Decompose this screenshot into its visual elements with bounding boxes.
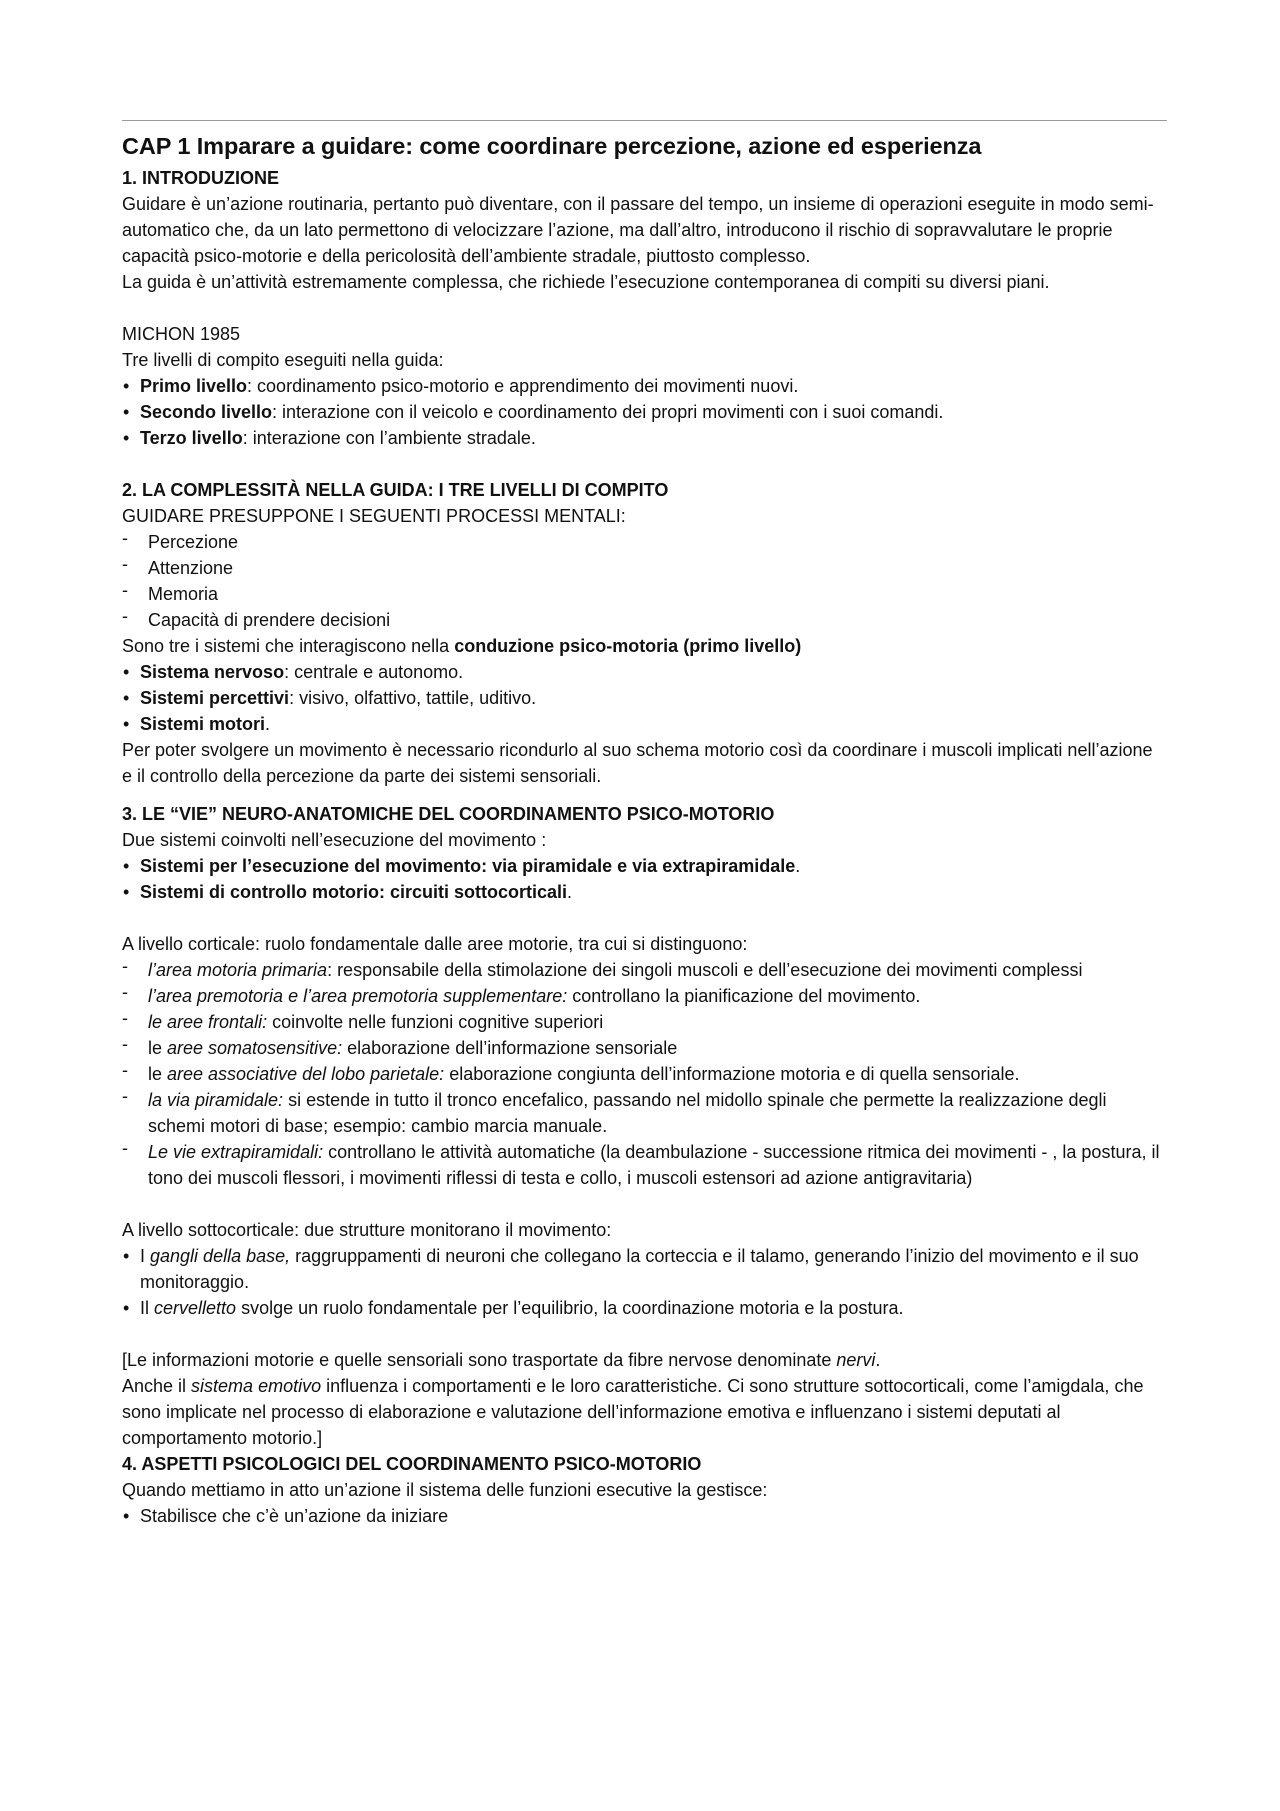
list-item: - le aree somatosensitive: elaborazione dell’informazione sensoriale — [122, 1035, 1167, 1061]
paragraph: La guida è un’attività estremamente complessa, che richiede l’esecuzione contemporanea di compiti su diversi piani. — [122, 272, 1050, 292]
list-item: • Sistemi motori. — [122, 711, 1167, 737]
list-item: • Primo livello: coordinamento psico-motorio e apprendimento dei movimenti nuovi. — [122, 373, 1167, 399]
subheading: GUIDARE PRESUPPONE I SEGUENTI PROCESSI MENTALI: — [122, 506, 626, 526]
list-item: - Attenzione — [122, 555, 1167, 581]
top-rule — [122, 120, 1167, 121]
subcortical-list — [122, 1243, 1167, 1321]
list-item: • Sistemi percettivi: visivo, olfattivo, tattile, uditivo. — [122, 685, 1167, 711]
note-paragraph: [Le informazioni motorie e quelle sensoriali sono trasportate da fibre nervose denominate nervi. — [122, 1350, 881, 1370]
list-item: • Sistemi di controllo motorio: circuiti sottocorticali. — [122, 879, 1167, 905]
chapter-title: CAP 1 Imparare a guidare: come coordinare percezione, azione ed esperienza — [122, 133, 982, 159]
paragraph: Guidare è un’azione routinaria, pertanto può diventare, con il passare del tempo, un insieme di operazioni eseguite in modo semi-automatico che, da un lato permettono di velocizzare l’azione, ma dall’altro, introducono il rischio di sopravvalutare le proprie capacità psico-motorie e della pericolosità dell’ambiente stradale, piuttosto complesso. — [122, 194, 1154, 266]
list-item: - Percezione — [122, 529, 1167, 555]
section-complessita — [122, 477, 1167, 789]
document-page — [122, 120, 1167, 1529]
list-item: • I gangli della base, raggruppamenti di neuroni che collegano la corteccia e il talamo, generando l’inizio del movimento e il suo monitoraggio. — [122, 1243, 1167, 1295]
citation: MICHON 1985 — [122, 324, 241, 344]
executive-functions-list — [122, 1503, 1167, 1529]
note-paragraph: Anche il sistema emotivo influenza i comportamenti e le loro caratteristiche. Ci sono strutture sottocorticali, come l’amigdala, che sono implicate nel processo di elaborazione e valutazione dell’informazione emotiva e influenzano i sistemi deputati al comportamento motorio.] — [122, 1376, 1144, 1448]
paragraph: Per poter svolgere un movimento è necessario ricondurlo al suo schema motorio così da coordinare i muscoli implicati nell’azione e il controllo della percezione da parte dei sistemi sensoriali. — [122, 740, 1153, 786]
section-heading: 2. LA COMPLESSITÀ NELLA GUIDA: I TRE LIVELLI DI COMPITO — [122, 480, 669, 500]
paragraph: Quando mettiamo in atto un’azione il sistema delle funzioni esecutive la gestisce: — [122, 1480, 768, 1500]
list-item: - Le vie extrapiramidali: controllano le attività automatiche (la deambulazione - successione ritmica dei movimenti - , la postura, il tono dei muscoli flessori, i movimenti riflessi di testa e collo, i muscoli estensori ad azione antigravitaria) — [122, 1139, 1167, 1191]
list-item: • Sistema nervoso: centrale e autonomo. — [122, 659, 1167, 685]
levels-list — [122, 373, 1167, 451]
paragraph: Sono tre i sistemi che interagiscono nella conduzione psico-motoria (primo livello) — [122, 636, 802, 656]
movement-systems-list — [122, 853, 1167, 905]
list-item: - l’area premotoria e l’area premotoria supplementare: controllano la pianificazione del movimento. — [122, 983, 1167, 1009]
section-heading: 4. ASPETTI PSICOLOGICI DEL COORDINAMENTO PSICO-MOTORIO — [122, 1454, 702, 1474]
list-item: - le aree associative del lobo parietale: elaborazione congiunta dell’informazione motoria e di quella sensoriale. — [122, 1061, 1167, 1087]
list-item: • Sistemi per l’esecuzione del movimento: via piramidale e via extrapiramidale. — [122, 853, 1167, 879]
list-item: • Stabilisce che c’è un’azione da iniziare — [122, 1503, 1167, 1529]
list-item: - l’area motoria primaria: responsabile della stimolazione dei singoli muscoli e dell’esecuzione dei movimenti complessi — [122, 957, 1167, 983]
list-item: • Secondo livello: interazione con il veicolo e coordinamento dei propri movimenti con i suoi comandi. — [122, 399, 1167, 425]
paragraph: Tre livelli di compito eseguiti nella guida: — [122, 350, 444, 370]
paragraph: Due sistemi coinvolti nell’esecuzione del movimento : — [122, 830, 547, 850]
motor-areas-list — [122, 957, 1167, 1191]
list-item: - Memoria — [122, 581, 1167, 607]
paragraph: A livello corticale: ruolo fondamentale dalle aree motorie, tra cui si distinguono: — [122, 934, 748, 954]
list-item: • Terzo livello: interazione con l’ambiente stradale. — [122, 425, 1167, 451]
section-introduzione — [122, 165, 1167, 451]
paragraph: A livello sottocorticale: due strutture monitorano il movimento: — [122, 1220, 612, 1240]
list-item: - la via piramidale: si estende in tutto il tronco encefalico, passando nel midollo spinale che permette la realizzazione degli schemi motori di base; esempio: cambio marcia manuale. — [122, 1087, 1167, 1139]
list-item: - le aree frontali: coinvolte nelle funzioni cognitive superiori — [122, 1009, 1167, 1035]
section-heading: 1. INTRODUZIONE — [122, 168, 280, 188]
section-vie-neuro-anatomiche — [122, 801, 1167, 1451]
section-heading: 3. LE “VIE” NEURO-ANATOMICHE DEL COORDINAMENTO PSICO-MOTORIO — [122, 804, 775, 824]
processes-list — [122, 529, 1167, 633]
list-item: • Il cervelletto svolge un ruolo fondamentale per l’equilibrio, la coordinazione motoria e la postura. — [122, 1295, 1167, 1321]
section-aspetti-psicologici — [122, 1451, 1167, 1529]
list-item: - Capacità di prendere decisioni — [122, 607, 1167, 633]
systems-list — [122, 659, 1167, 737]
